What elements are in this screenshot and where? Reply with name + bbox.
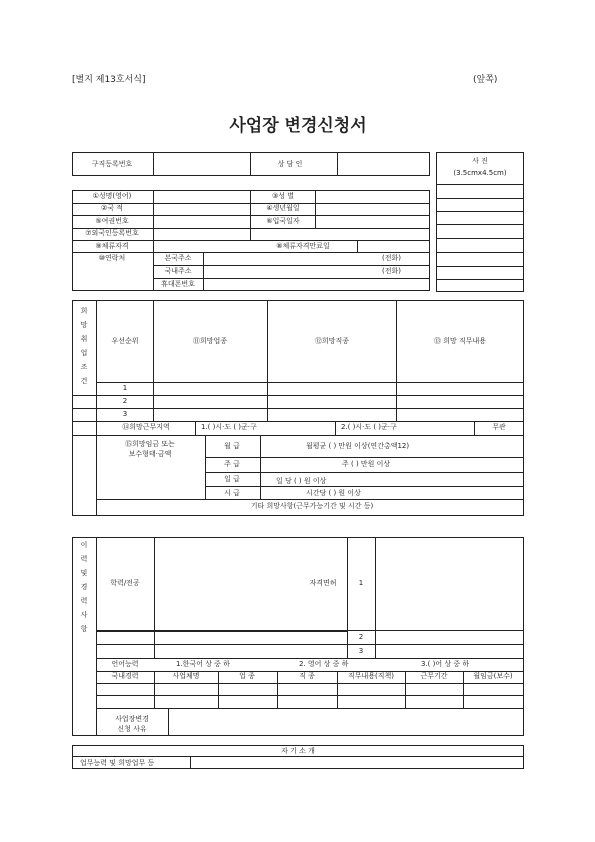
gender-field[interactable] <box>318 192 428 201</box>
reason-label-line1: 사업장변경 <box>115 715 149 723</box>
conditions-side-char: 취 <box>80 335 88 343</box>
region-label: ⑭희망근무지역 <box>122 423 170 431</box>
career-side-char: 경 <box>80 583 88 591</box>
wage-type-monthly: 월 급 <box>224 442 240 450</box>
rank-label: 1 <box>122 384 128 392</box>
change-reason-field[interactable] <box>172 711 520 733</box>
ability-field[interactable] <box>194 758 520 767</box>
lang-korean-level[interactable]: 1.한국어 상 중 하 <box>176 660 230 668</box>
birth-date-label: ④생년월일 <box>266 204 300 212</box>
career-header-duties: 직무내용(직책) <box>347 672 395 680</box>
self-intro-title: 자 기 소 개 <box>281 747 315 755</box>
birth-date-field[interactable] <box>318 205 428 214</box>
counselor-field[interactable] <box>341 156 426 172</box>
passport-no-field[interactable] <box>156 217 246 226</box>
counselor-label: 상 담 인 <box>277 160 303 168</box>
license-number: 3 <box>358 647 364 655</box>
ability-label: 업무능력 및 희망업무 등 <box>80 759 155 767</box>
page-side-label: (앞쪽) <box>473 75 498 85</box>
career-header-period: 근무기간 <box>420 672 448 680</box>
education-label: 학력/전공 <box>110 579 140 587</box>
career-side-char: 항 <box>80 625 88 633</box>
reason-label-line2: 신청 사유 <box>117 725 147 733</box>
lang-other-level[interactable]: 3.( )어 상 중 하 <box>421 660 470 668</box>
contact-label: ⑩연락처 <box>98 254 126 262</box>
page-title: 사업장 변경신청서 <box>229 116 367 136</box>
wage-type-daily: 일 급 <box>224 475 240 483</box>
wage-value-weekly[interactable]: 주 ( ) 만원 이상 <box>342 460 391 468</box>
region-option-1[interactable]: 1.( )시·도 ( )군·구 <box>201 423 257 431</box>
name-en-field[interactable] <box>156 192 246 201</box>
photo-label: 사 진 <box>472 157 488 165</box>
local-address-field[interactable] <box>206 267 378 277</box>
conditions-side-char: 희 <box>80 307 88 315</box>
rank-label: 3 <box>122 410 128 418</box>
conditions-side-char: 망 <box>80 321 88 329</box>
other-requests-label: 기타 희망사항(근무가능기간 및 시간 등) <box>250 502 374 510</box>
entry-date-label: ⑥입국일자 <box>266 217 300 225</box>
entry-date-field[interactable] <box>318 217 428 226</box>
alien-reg-no-field[interactable] <box>156 230 426 239</box>
rank-label: 2 <box>122 397 128 405</box>
wage-value-daily[interactable]: 일 당 ( ) 원 이상 <box>276 477 327 485</box>
name-en-label: ①성명(영어) <box>92 192 132 200</box>
stay-expiry-field[interactable] <box>360 242 428 251</box>
home-address-field[interactable] <box>206 254 378 264</box>
career-side-char: 이 <box>80 541 88 549</box>
wage-value-monthly[interactable]: 월평균 ( ) 만원 이상(연간총액12) <box>306 442 410 450</box>
career-header-industry: 업 종 <box>239 672 255 680</box>
job-reg-no-label: 구직등록번호 <box>91 160 133 168</box>
region-option-2[interactable]: 2.( )시·도 ( )군·구 <box>341 423 397 431</box>
wage-label-line1: ⑮희망임금 또는 <box>125 440 175 448</box>
conditions-side-char: 업 <box>80 349 88 357</box>
lang-english-level[interactable]: 2. 영어 상 중 하 <box>299 660 349 668</box>
career-header-company: 사업체명 <box>172 672 200 680</box>
license-number: 2 <box>358 633 364 641</box>
wage-value-hourly[interactable]: 시간당 ( ) 원 이상 <box>306 489 361 497</box>
alien-reg-no-label: ⑦외국인등록번호 <box>85 229 139 237</box>
stay-status-label: ⑨체류자격 <box>95 242 129 250</box>
career-header-wage: 월임금(보수) <box>473 672 513 680</box>
region-none-option[interactable]: 무관 <box>492 423 506 431</box>
license-label: 자격면허 <box>309 579 337 587</box>
career-side-char: 력 <box>80 597 88 605</box>
wage-label-line2: 보수형태·금액 <box>128 450 172 458</box>
mobile-label: 휴대폰번호 <box>161 280 195 288</box>
desired-industry-header: ⑪희망업종 <box>192 337 228 345</box>
wage-type-weekly: 주 급 <box>224 460 240 468</box>
career-side-char: 력 <box>80 555 88 563</box>
career-side-char: 및 <box>80 569 88 577</box>
gender-label: ③성 별 <box>271 192 295 200</box>
wage-type-hourly: 시 급 <box>224 489 240 497</box>
nationality-field[interactable] <box>156 205 246 214</box>
desired-duties-header: ⑬ 희망 직무내용 <box>433 337 487 345</box>
conditions-side-char: 조 <box>80 363 88 371</box>
passport-no-label: ⑤여권번호 <box>95 217 129 225</box>
language-label: 언어능력 <box>111 660 139 668</box>
stay-expiry-label: ⑧체류자격만료일 <box>276 242 330 250</box>
career-side-char: 사 <box>80 611 88 619</box>
home-phone-label: (전화) <box>382 254 401 262</box>
nationality-label: ②국 적 <box>100 204 124 212</box>
local-address-label: 국내주소 <box>164 267 192 275</box>
stay-status-field[interactable] <box>156 242 246 251</box>
priority-header: 우선순위 <box>111 337 139 345</box>
form-number: [별지 제13호서식] <box>72 75 146 85</box>
career-header-domestic: 국내경력 <box>111 672 139 680</box>
mobile-field[interactable] <box>206 280 428 290</box>
conditions-side-char: 건 <box>80 377 88 385</box>
photo-size-label: (3.5cmx4.5cm) <box>453 169 507 177</box>
career-box <box>72 537 524 736</box>
license-number: 1 <box>358 579 364 587</box>
job-reg-no-field[interactable] <box>158 156 246 172</box>
local-phone-label: (전화) <box>382 267 401 275</box>
home-address-label: 본국주소 <box>164 254 192 262</box>
career-header-job: 직 종 <box>299 672 315 680</box>
desired-job-header: ⑫희망직종 <box>314 337 350 345</box>
